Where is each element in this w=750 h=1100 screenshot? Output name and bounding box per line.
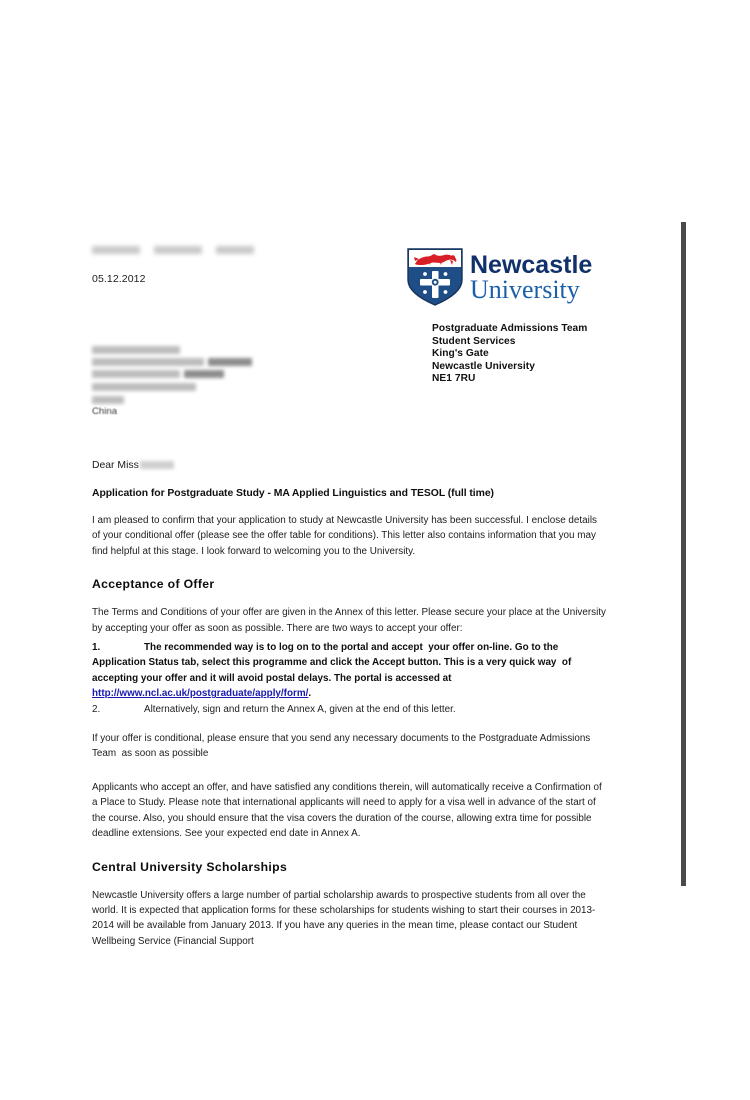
letter-subject: Application for Postgraduate Study - MA Applied Linguistics and TESOL (full time) [92, 488, 494, 499]
sender-address-line: Newcastle University [432, 360, 535, 372]
recipient-address-block [92, 346, 317, 420]
list-item-number: 1. [92, 642, 101, 654]
intro-paragraph: I am pleased to confirm that your application to study at Newcastle University has been successful. I enclose details of your conditional offer (please see the offer table for conditions). This letter also contains information that you may find helpful at this stage. I look forward to welcoming you to the University. [92, 515, 597, 557]
section-heading-acceptance: Acceptance of Offer [92, 577, 215, 592]
vertical-scrollbar[interactable] [681, 222, 686, 886]
visa-paragraph: Applicants who accept an offer, and have satisfied any conditions therein, will automatically receive a Confirmation of a Place to Study. Please note that international applicants will need to apply for a visa well in advance of the start of the course. Also, you should ensure that the visa covers the duration of the course, allowing extra time for possible deadline extensions. See your expected end date in Annex A. [92, 781, 602, 840]
sender-address-line: Student Services [432, 335, 516, 347]
salutation [92, 460, 607, 476]
sender-address-line: Postgraduate Admissions Team [432, 323, 588, 334]
list-item [92, 702, 607, 717]
scholarships-paragraph: Newcastle University offers a large number of partial scholarship awards to prospective students from all over the world. It is expected that application forms for these scholarships for students wishing to start their courses in 2013-2014 will be available from January 2013. If you have any queries in the mean time, please contact our Student Wellbeing Service (Financial Support [92, 889, 596, 947]
list-item-number: 2. [92, 703, 101, 715]
portal-link[interactable]: http://www.ncl.ac.uk/postgraduate/apply/form/ [92, 688, 309, 700]
logo-wordmark-university: University [470, 275, 580, 304]
letter-body [92, 460, 607, 949]
list-item [92, 640, 607, 702]
letter-date: 05.12.2012 [92, 273, 146, 285]
recipient-country: China [92, 406, 118, 417]
newcastle-university-logo [406, 247, 594, 307]
logo-wordmark-newcastle: Newcastle [470, 251, 593, 279]
sender-address-line: NE1 7RU [432, 373, 476, 385]
list-item-text: The recommended way is to log on to the portal and accept your offer on-line. Go to the Application Status tab, select this programme and click the Accept button. This is a very quick way of accepting your offer and it will avoid postal delays. The portal is accessed at [92, 642, 574, 684]
section-heading-scholarships: Central University Scholarships [92, 859, 288, 874]
salutation-text: Dear Miss [92, 460, 139, 471]
sender-address-block [432, 323, 587, 386]
redacted-reference-line [92, 246, 282, 255]
sender-address-line: King's Gate [432, 348, 489, 360]
list-item-text-tail: . [308, 688, 312, 700]
acceptance-intro-paragraph: The Terms and Conditions of your offer are given in the Annex of this letter. Please secure your place at the University by accepting your offer as soon as possible. There are two ways to accept your offer: [92, 607, 606, 634]
list-item-text: Alternatively, sign and return the Annex A, given at the end of this letter. [144, 703, 456, 715]
conditional-offer-paragraph: If your offer is conditional, please ensure that you send any necessary documents to the Postgraduate Admissions Team as soon as possible [92, 733, 593, 760]
redacted-recipient-name [140, 461, 174, 469]
